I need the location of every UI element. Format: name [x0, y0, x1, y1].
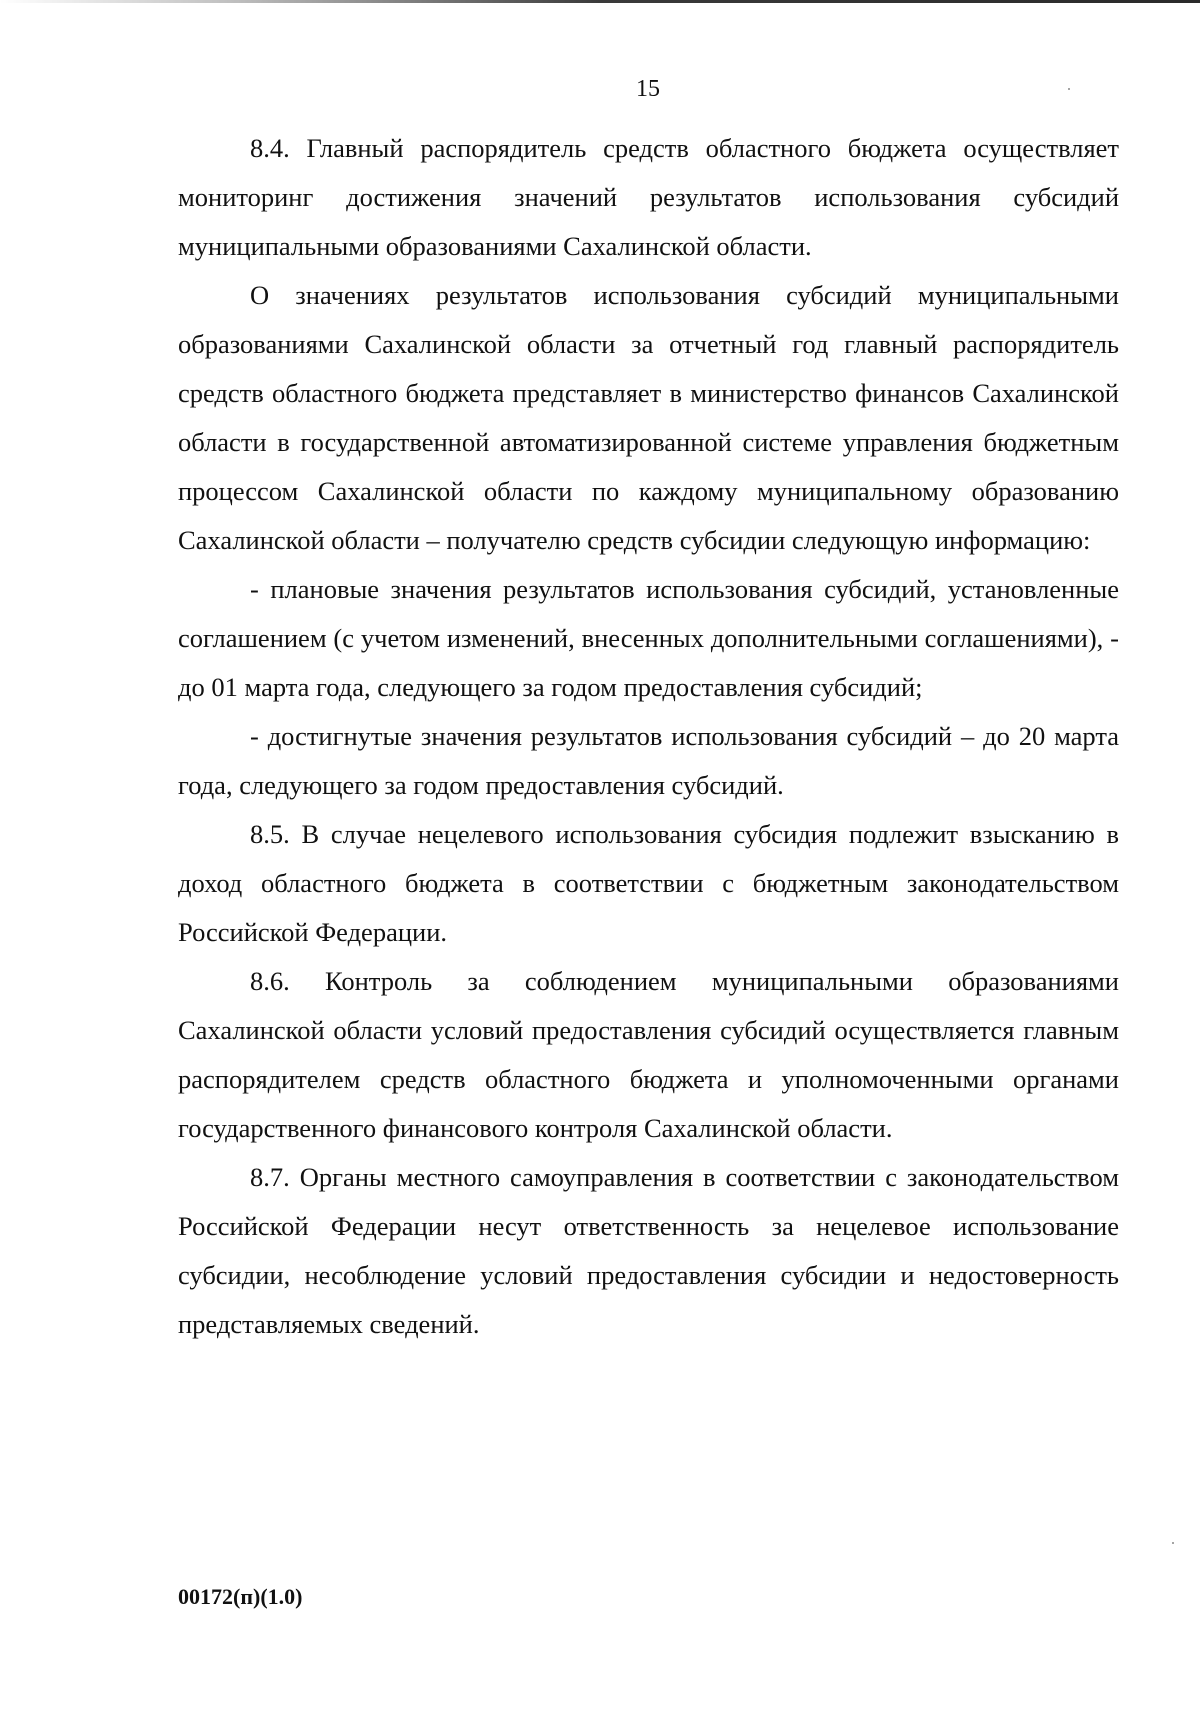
paragraph-8-5: 8.5. В случае нецелевого использования субсидия подлежит взысканию в доход областного бюджета в соответствии с бюджетным законодательством Российской Федерации. [178, 819, 1119, 947]
scan-top-edge [0, 0, 1200, 3]
paragraph-8-4: 8.4. Главный распорядитель средств областного бюджета осуществляет мониторинг достижения значений результатов использования субсидий муниципальными образованиями Сахалинской области. [178, 133, 1119, 261]
scan-speck [1172, 1542, 1174, 1544]
list-item-planned-values: - плановые значения результатов использования субсидий, установленные соглашением (с учетом изменений, внесенных дополнительными соглашениями), - до 01 марта года, следующего за годом предоставления субсидий; [178, 574, 1119, 702]
page-number: 15 [636, 76, 660, 102]
list-item-achieved-values: - достигнутые значения результатов использования субсидий – до 20 марта года, следующего за годом предоставления субсидий. [178, 721, 1119, 800]
paragraph-8-6: 8.6. Контроль за соблюдением муниципальными образованиями Сахалинской области условий предоставления субсидий осуществляется главным распорядителем средств областного бюджета и уполномоченными органами государственного финансового контроля Сахалинской области. [178, 966, 1119, 1143]
document-body [178, 124, 1119, 1349]
paragraph-results-info: О значениях результатов использования субсидий муниципальными образованиями Сахалинской области за отчетный год главный распорядитель средств областного бюджета представляет в министерство финансов Сахалинской области в государственной автоматизированной системе управления бюджетным процессом Сахалинской области по каждому муниципальному образованию Сахалинской области – получателю средств субсидии следующую информацию: [178, 280, 1119, 555]
document-code: 00172(п)(1.0) [178, 1584, 303, 1609]
scan-speck [1068, 88, 1070, 90]
paragraph-8-7: 8.7. Органы местного самоуправления в соответствии с законодательством Российской Федерации несут ответственность за нецелевое использование субсидии, несоблюдение условий предоставления субсидии и недостоверность представляемых сведений. [178, 1162, 1119, 1339]
